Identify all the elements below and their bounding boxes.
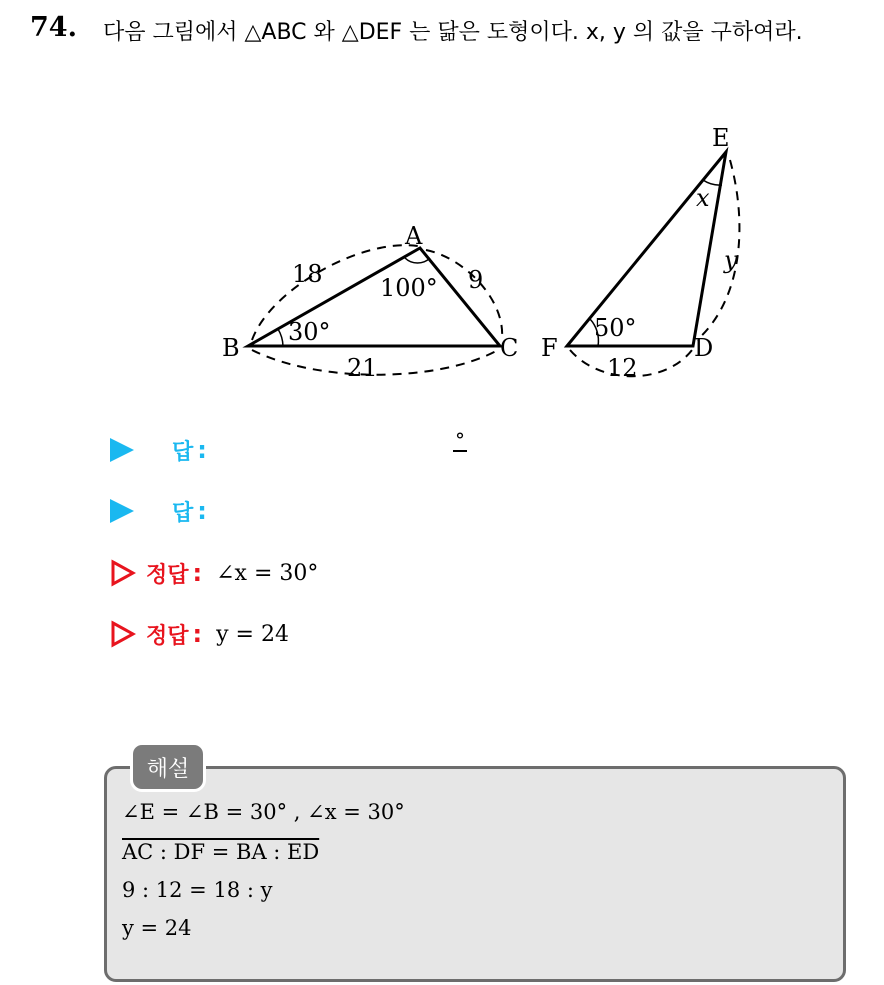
solution-line-4: y = 24: [122, 916, 192, 940]
answer-label: 답: [172, 439, 194, 465]
side-fd-label: 12: [607, 354, 638, 382]
outline-triangle-icon: [110, 559, 136, 587]
solution-line-1: ∠E = ∠B = 30° , ∠x = 30°: [122, 800, 405, 824]
play-triangle-icon: [110, 499, 134, 523]
angle-a-label: 100°: [380, 274, 438, 302]
angle-arc-b: [278, 329, 283, 346]
angle-b-label: 30°: [288, 318, 331, 346]
angle-arc-a: [405, 258, 430, 263]
vertex-f: F: [541, 334, 558, 362]
answer-label: 답: [172, 500, 194, 526]
correct-colon: :: [192, 620, 203, 648]
side-ac-label: 9: [468, 266, 484, 294]
side-ed-label: y: [724, 246, 738, 274]
vertex-c: C: [500, 334, 519, 362]
play-triangle-icon: [110, 438, 134, 462]
correct-label: 정답: [146, 562, 189, 588]
vertex-b: B: [222, 334, 240, 362]
answer-colon: :: [197, 436, 207, 464]
answer-colon: :: [197, 497, 207, 525]
solution-tab: 해설: [130, 742, 206, 792]
correct-row-2: [110, 614, 289, 654]
triangle-abc: [248, 248, 500, 346]
outline-triangle-icon: [110, 620, 136, 648]
question-number: 74.: [30, 12, 77, 43]
triangle-def: [567, 152, 726, 346]
vertex-d: D: [694, 334, 714, 362]
correct-colon: :: [192, 559, 203, 587]
correct-value: y = 24: [216, 621, 289, 647]
answer-row-2: [110, 491, 221, 531]
solution-line-3: 9 : 12 = 18 : y: [122, 878, 273, 902]
answer-row-1: [110, 430, 221, 470]
angle-f-label: 50°: [594, 314, 637, 342]
answer-blank-degree: °: [455, 428, 465, 452]
question-text: 다음 그림에서 △ABC 와 △DEF 는 닮은 도형이다. x, y 의 값을 구하여라.: [103, 20, 803, 45]
correct-row-1: [110, 553, 318, 593]
side-bc-label: 21: [347, 354, 378, 382]
correct-value: ∠x = 30°: [216, 560, 319, 586]
vertex-a: A: [405, 222, 423, 250]
side-ab-label: 18: [292, 260, 323, 288]
vertex-e: E: [712, 124, 730, 152]
similar-triangles-figure: [0, 110, 884, 400]
correct-label: 정답: [146, 623, 189, 649]
solution-box: [104, 766, 846, 982]
solution-line-2: AC : DF = BA : ED: [122, 840, 320, 864]
angle-e-label: x: [696, 184, 710, 212]
